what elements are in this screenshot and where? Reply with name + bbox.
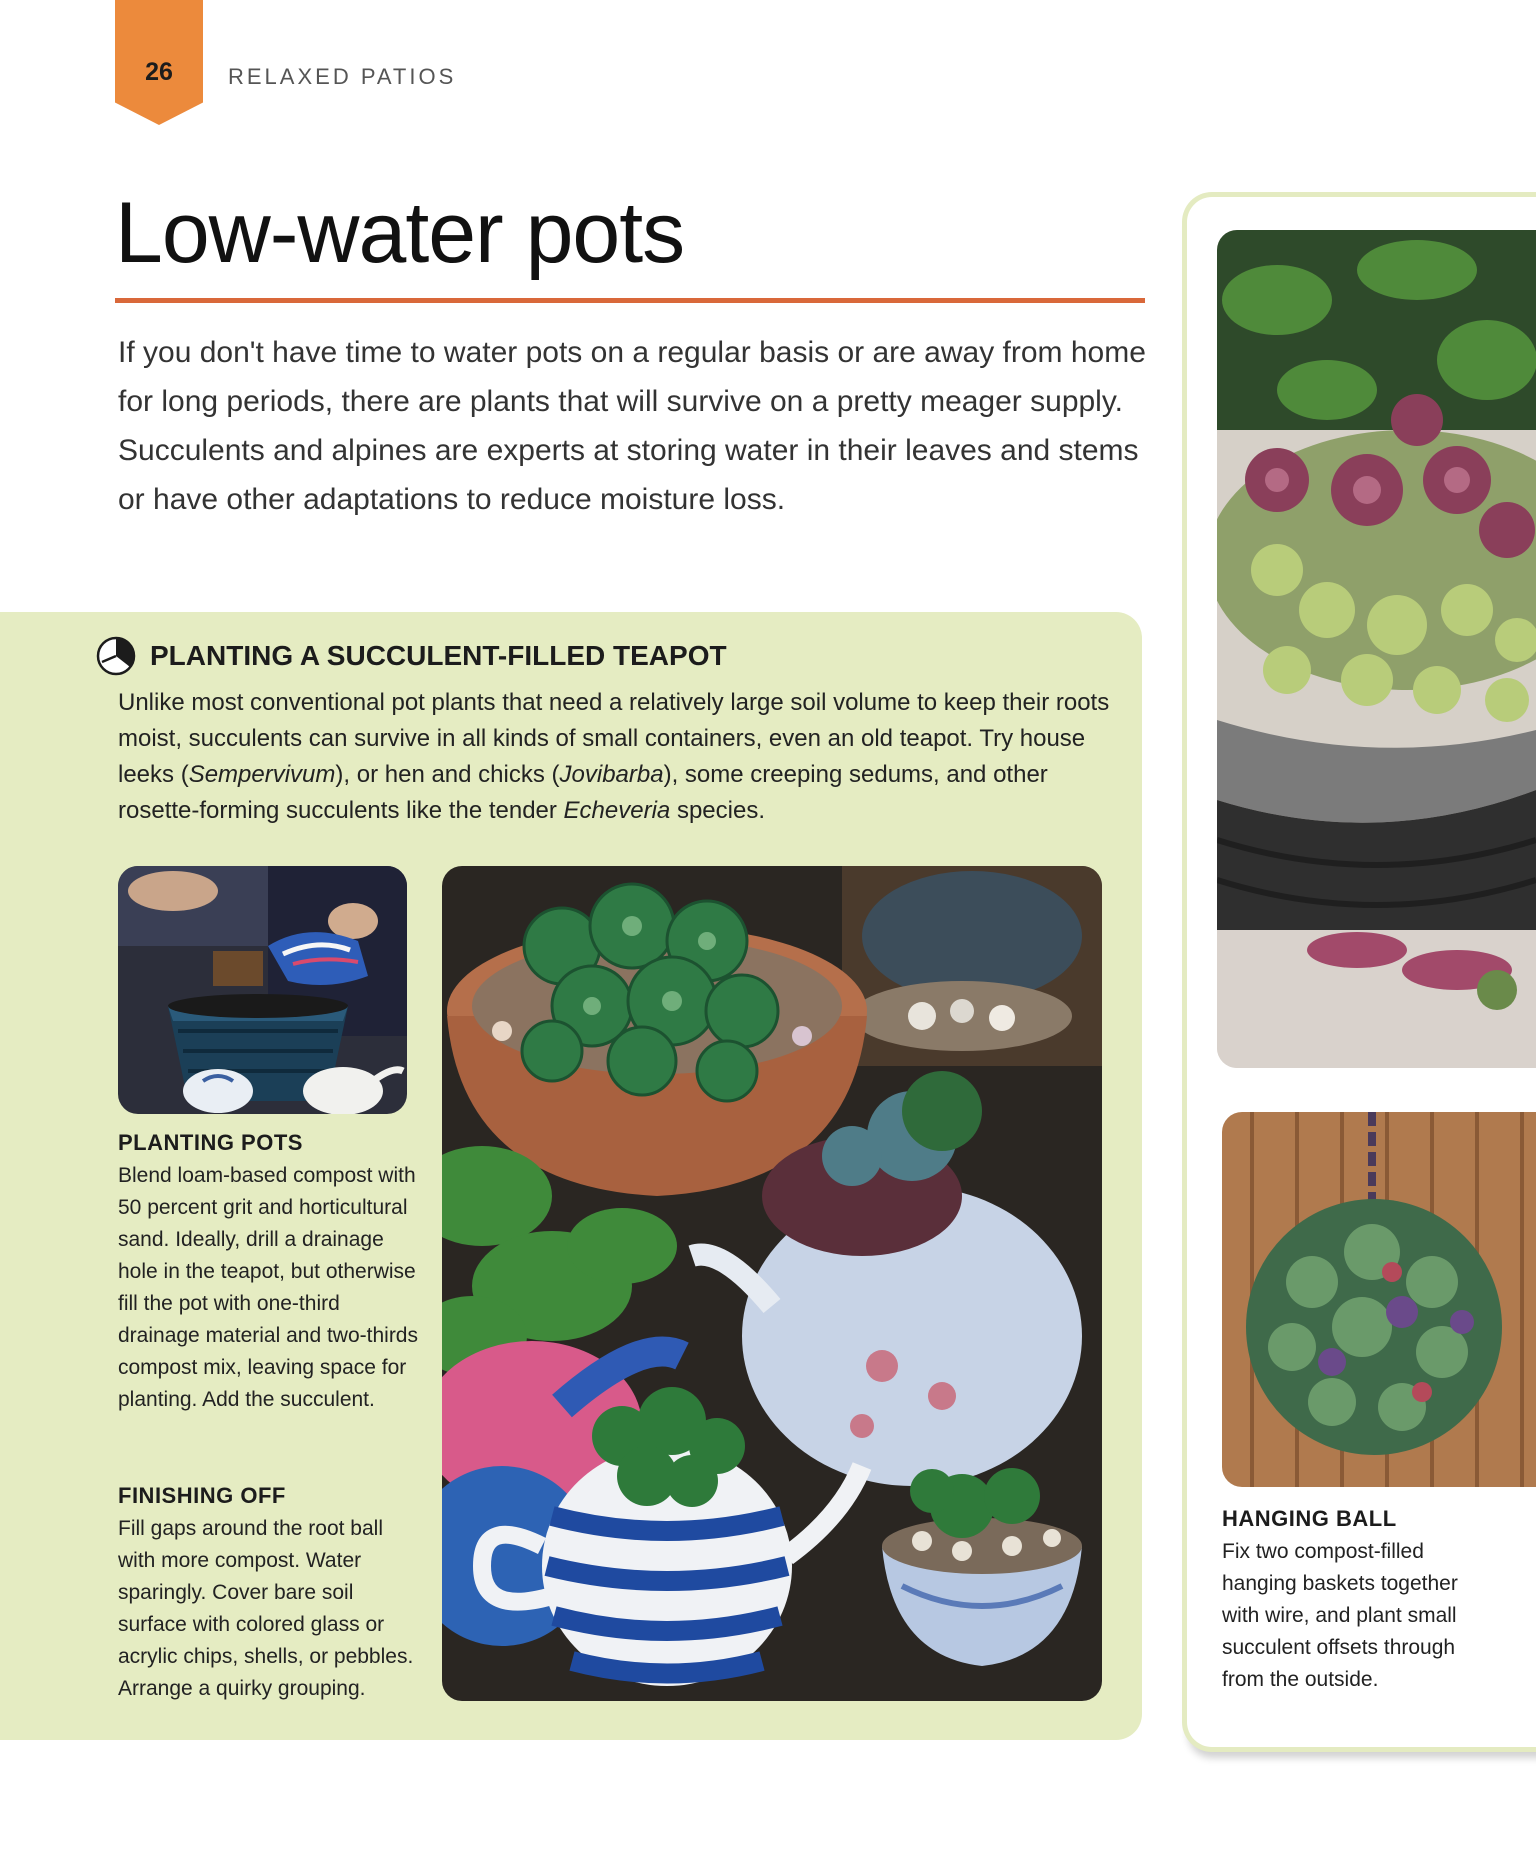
clock-icon — [96, 636, 136, 676]
project-description: Unlike most conventional pot plants that need a relatively large soil volume to keep their roots moist, succulents can survive in all kinds of small containers, even an old teapot. Try house leeks (Sempervivum), or hen and chicks (Jovibarba), some creeping sedums, and other rosette-forming succulents like the tender Echeveria species. — [118, 689, 1110, 824]
hanging-ball-heading: HANGING BALL — [1222, 1506, 1397, 1531]
planting-pots-photo — [118, 866, 407, 1114]
title-rule — [115, 298, 1145, 303]
intro-paragraph: If you don't have time to water pots on a regular basis or are away from home for long periods, there are plants that will survive on a pretty meager supply. Succulents and alpines are experts at storing water in their leaves and stems or have other adaptations to reduce moisture loss. — [118, 336, 1146, 516]
finishing-off-heading: FINISHING OFF — [118, 1483, 286, 1508]
planting-pots-heading: PLANTING POTS — [118, 1130, 303, 1155]
page-title: Low-water pots — [115, 185, 685, 281]
section-name: RELAXED PATIOS — [228, 64, 457, 89]
hanging-ball-photo — [1222, 1112, 1536, 1487]
succulent-bowl-photo — [1217, 230, 1536, 1068]
hanging-ball-text: Fix two compost-filled hanging baskets together with wire, and plant small succulent offsets through from the outside. — [1222, 1540, 1458, 1691]
finishing-off-text: Fill gaps around the root ball with more compost. Water sparingly. Cover bare soil surface with colored glass or acrylic chips, shells, or pebbles. Arrange a quirky grouping. — [118, 1517, 414, 1700]
teapot-grouping-photo — [442, 866, 1102, 1701]
page-number: 26 — [145, 58, 173, 86]
project-heading: PLANTING A SUCCULENT-FILLED TEAPOT — [150, 640, 727, 671]
planting-pots-text: Blend loam-based compost with 50 percent grit and horticultural sand. Ideally, drill a drainage hole in the teapot, but otherwise fill the pot with one-third drainage material and two-thirds compost mix, leaving space for planting. Add the succulent. — [118, 1164, 418, 1411]
